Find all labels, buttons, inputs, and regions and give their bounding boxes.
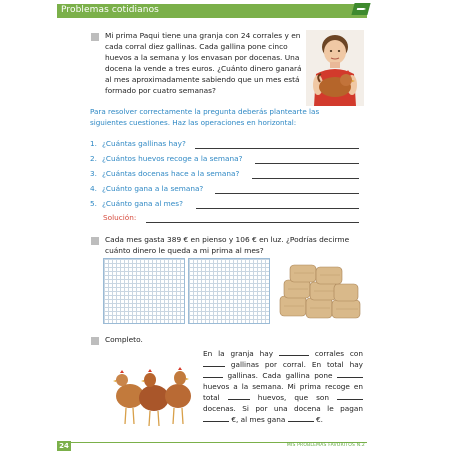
problem-1-text: Mi prima Paqui tiene una granja con 24 corrales y en cada corral diez gallinas. Cada gallina pone cinco huevos a la semana y los envasan por docenas. Una docena la vende a tres euros. ¿Cuánto dinero ganará al mes aproximadamente sabiendo que un mes está formado por cuatro semanas? <box>105 31 302 95</box>
solution-line[interactable] <box>146 222 359 223</box>
blank-8[interactable] <box>288 414 314 422</box>
problem-3-label: Completo. <box>105 335 143 344</box>
blank-7[interactable] <box>203 414 229 422</box>
section-header <box>57 4 367 18</box>
question-4: 4. ¿Cuánto gana a la semana? <box>90 184 204 193</box>
section-title: Problemas cotidianos <box>61 5 159 15</box>
hens-image <box>108 356 196 430</box>
blank-6[interactable] <box>337 392 363 400</box>
problem-1-checkbox <box>91 33 99 41</box>
answer-line-1[interactable] <box>195 148 359 149</box>
blank-5[interactable] <box>228 392 250 400</box>
problem-2-checkbox <box>91 237 99 245</box>
answer-line-5[interactable] <box>196 208 359 209</box>
blank-3[interactable] <box>203 370 223 378</box>
page-number: 24 <box>57 441 71 451</box>
work-grid-left[interactable] <box>103 258 185 324</box>
fill-in-paragraph: En la granja hay corrales con gallinas por corral. En total hay gallinas. Cada gallina pone huevos a la semana. Mi prima recoge en total huevos, que son docenas. Si por una docena le pagan €, al mes gana €. <box>203 349 364 424</box>
answer-line-4[interactable] <box>215 193 359 194</box>
blank-1[interactable] <box>279 348 309 356</box>
solution-label: Solución: <box>103 213 137 222</box>
question-1: 1. ¿Cuántas gallinas hay? <box>90 139 186 148</box>
problem-3-checkbox <box>91 337 99 345</box>
answer-line-2[interactable] <box>255 163 359 164</box>
book-title: MIS PROBLEMAS FAVORITOS N.2 <box>286 443 365 448</box>
instructions: Para resolver correctamente la pregunta deberás plantearte las siguientes cuestiones. Haz las operaciones en horizontal: <box>90 107 320 127</box>
feed-sacks-image <box>276 262 364 320</box>
work-grid-right[interactable] <box>188 258 270 324</box>
question-2: 2. ¿Cuántos huevos recoge a la semana? <box>90 154 243 163</box>
problem-2-text: Cada mes gasta 389 € en pienso y 106 € en luz. ¿Podrías decirme cuánto dinero le queda a mi prima al mes? <box>105 235 350 255</box>
pencil-icon <box>351 3 370 15</box>
boy-with-hen-image <box>306 30 364 106</box>
question-5: 5. ¿Cuánto gana al mes? <box>90 199 183 208</box>
blank-2[interactable] <box>203 359 225 367</box>
blank-4[interactable] <box>337 370 363 378</box>
answer-line-3[interactable] <box>252 178 359 179</box>
question-3: 3. ¿Cuántas docenas hace a la semana? <box>90 169 240 178</box>
